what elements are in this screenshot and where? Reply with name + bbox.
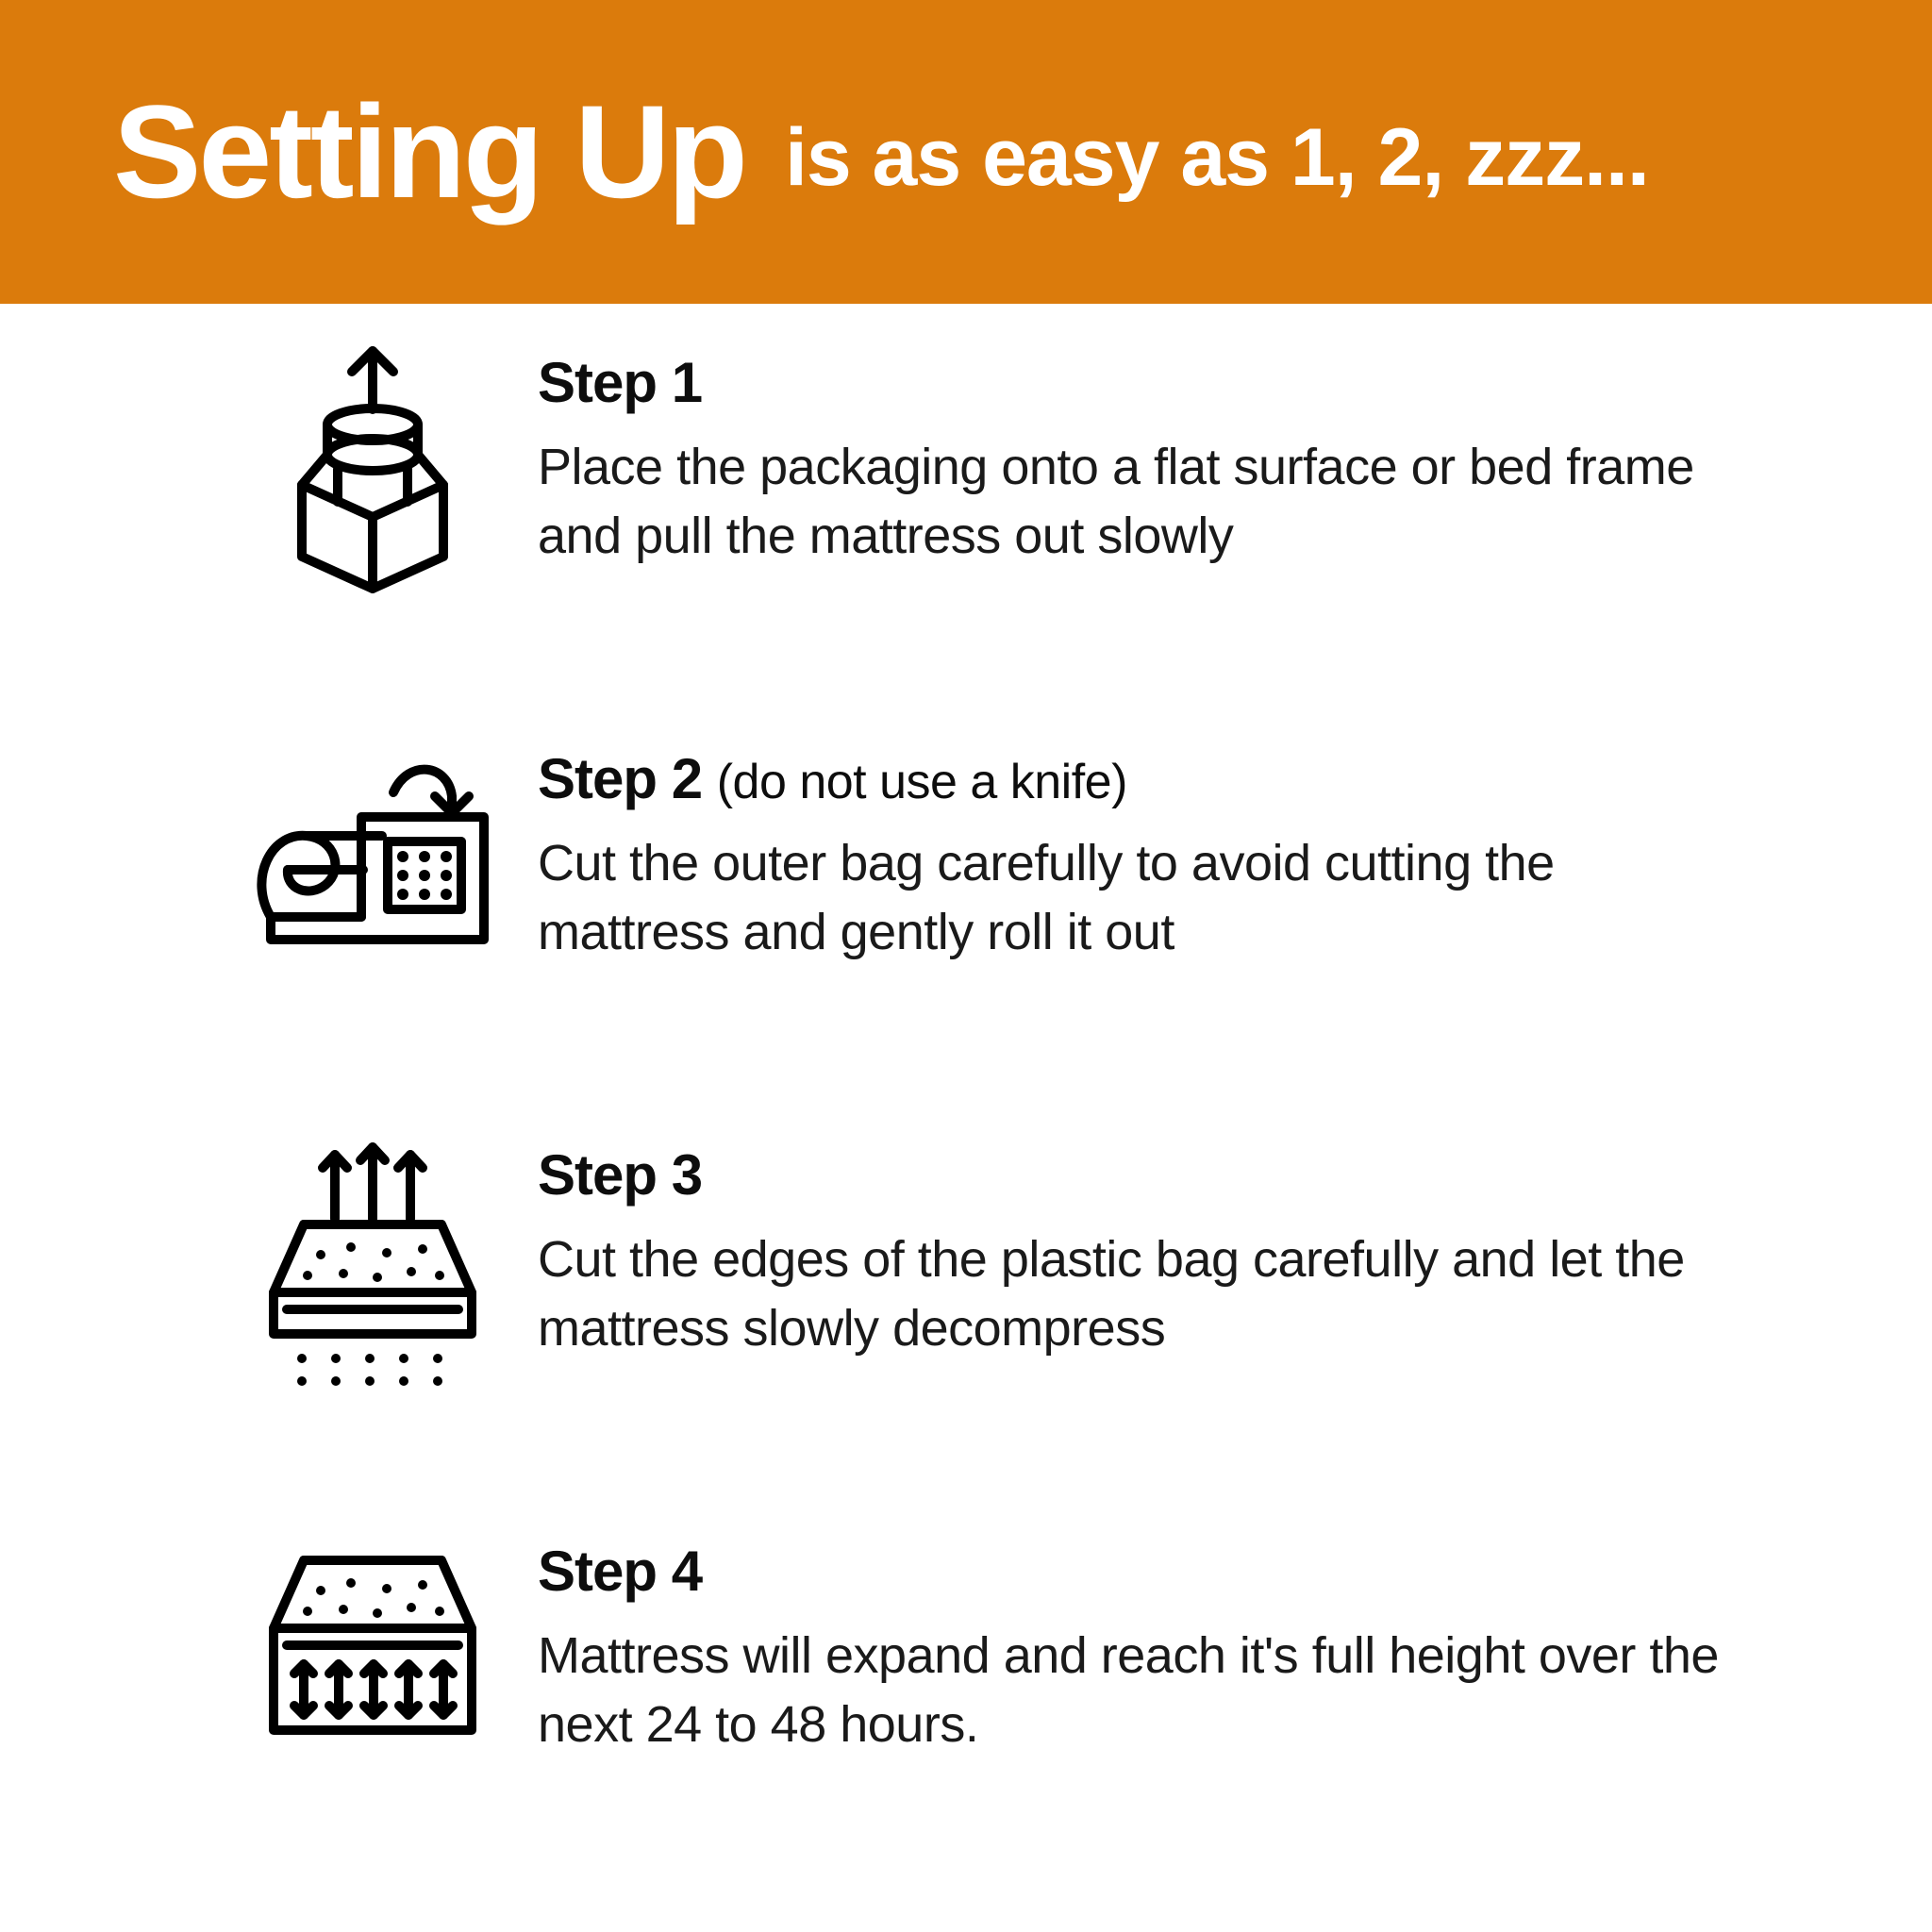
step-body: Cut the outer bag carefully to avoid cutting the mattress and gently roll it out xyxy=(538,835,1555,960)
step-body: Cut the edges of the plastic bag carefully and let the mattress slowly decompress xyxy=(538,1231,1685,1357)
step-heading xyxy=(538,1145,1726,1205)
header-banner xyxy=(0,0,1932,304)
step-heading xyxy=(538,353,1726,412)
step-heading-label: Step 2 xyxy=(538,747,703,810)
step-heading xyxy=(538,749,1726,808)
mattress-full-height-icon xyxy=(217,1521,528,1766)
list-item xyxy=(0,1521,1932,1917)
list-item xyxy=(0,332,1932,728)
step-heading-note: (do not use a knife) xyxy=(716,755,1127,809)
step-heading-label: Step 4 xyxy=(538,1540,703,1603)
step-body: Place the packaging onto a flat surface or bed frame and pull the mattress out slowly xyxy=(538,439,1694,564)
step-text xyxy=(538,332,1726,571)
step-text xyxy=(538,728,1726,967)
step-body: Mattress will expand and reach it's full height over the next 24 to 48 hours. xyxy=(538,1627,1719,1753)
mattress-expanding-icon xyxy=(217,1124,528,1398)
step-text xyxy=(538,1124,1726,1363)
page-title: Setting Up xyxy=(113,77,745,225)
steps-list xyxy=(0,332,1932,1917)
step-heading xyxy=(538,1541,1726,1601)
step-text xyxy=(538,1521,1726,1759)
rolled-mattress-icon xyxy=(217,728,528,974)
page-subtitle: is as easy as 1, 2, zzz... xyxy=(784,112,1649,203)
step-heading-label: Step 1 xyxy=(538,351,703,414)
list-item xyxy=(0,1124,1932,1521)
list-item xyxy=(0,728,1932,1124)
step-heading-label: Step 3 xyxy=(538,1143,703,1207)
box-unpack-icon xyxy=(217,332,528,596)
